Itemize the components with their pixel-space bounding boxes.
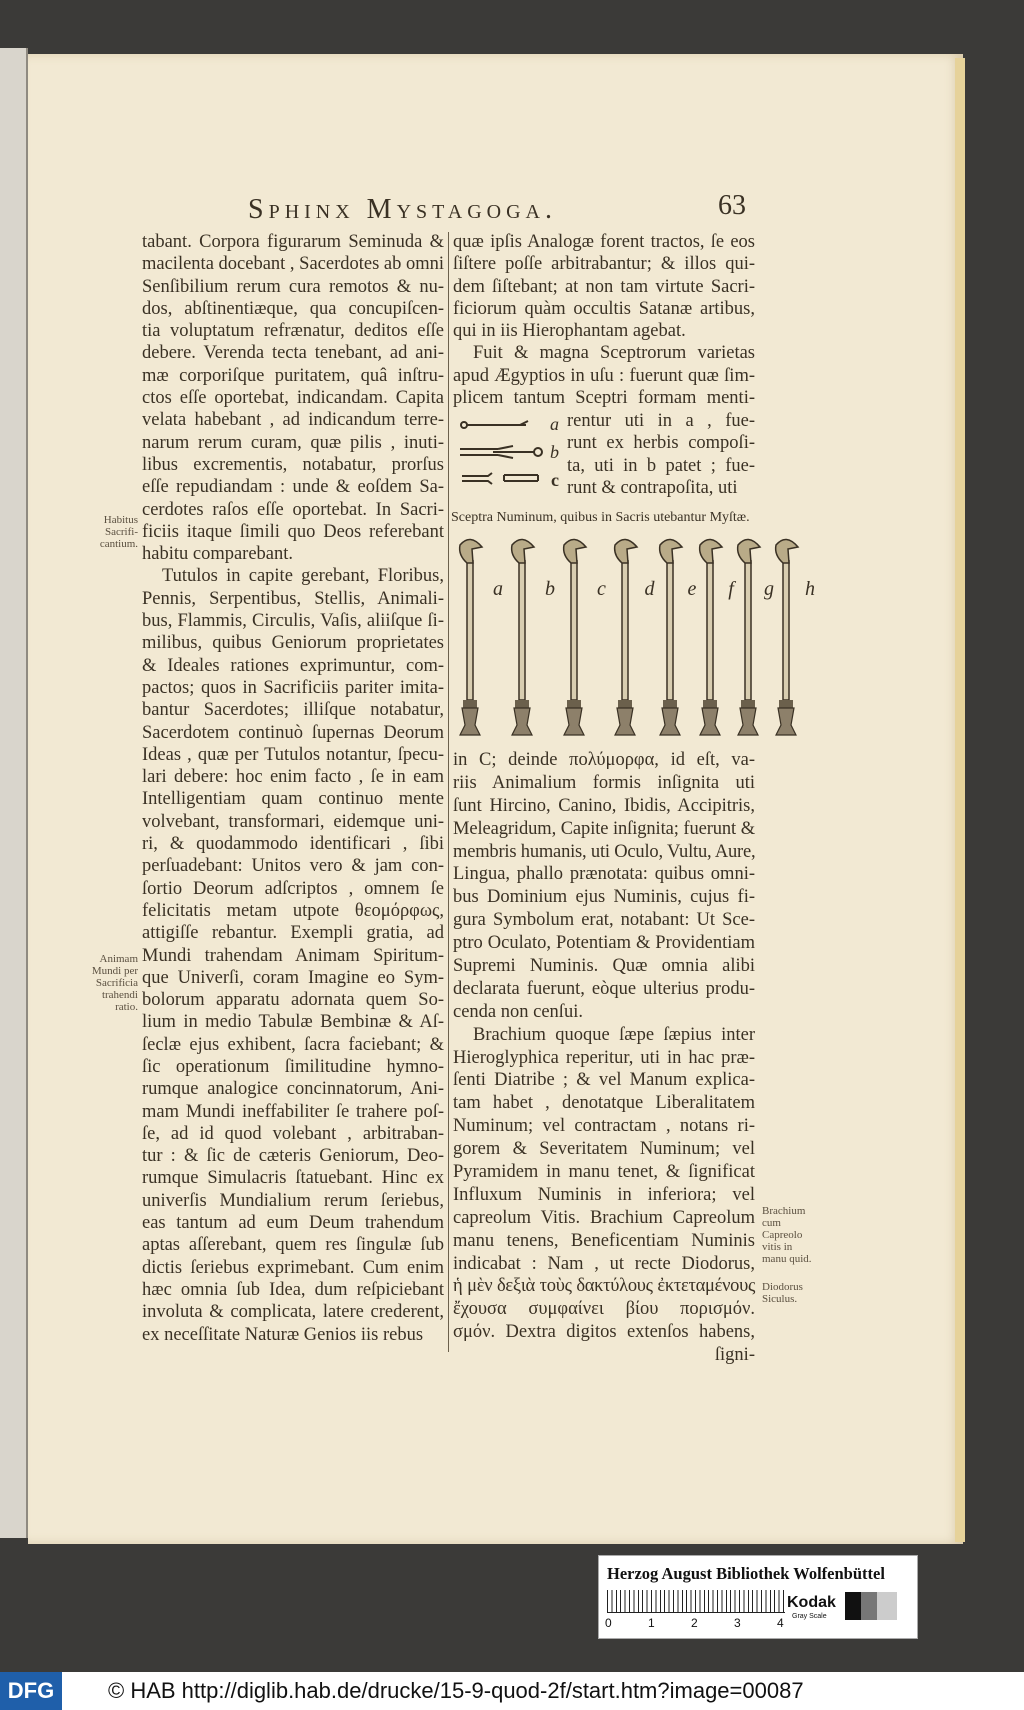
text-line: involuta & complicata, latere crederent, (142, 1302, 444, 1323)
scepter-label: h (805, 578, 815, 600)
text-line: Mundi trahendam Animam Spiritum- (142, 945, 444, 966)
text-line: perſuadebant: Unitos vero & jam con- (142, 856, 444, 877)
text-line: capreolum Vitis. Brachium Capreolum (453, 1207, 755, 1228)
text-line: Lingua, phallo prænotata: quibus omni- (453, 864, 755, 885)
margin-note-animam: Animam Mundi per Sacrificia trahendi ratio. (91, 953, 138, 1013)
text-line: lari debere: hoc enim facto , ſe in eam (142, 767, 444, 788)
scepter-label: c (597, 578, 606, 600)
figure-text-line: runt & contrapoſita, uti (567, 477, 738, 498)
text-line: indicabat : Nam , ut recte Diodorus, (453, 1253, 755, 1274)
scepter-d (615, 539, 637, 735)
text-line: eas tantum ad eum Deum trahendum (142, 1213, 444, 1234)
text-line: & Ideales rationes exprimuntur, com- (142, 655, 444, 676)
scale-number: 1 (648, 1616, 655, 1630)
facing-page-edge (0, 48, 28, 1538)
scepter-herb-icon (460, 446, 534, 458)
text-line: que Univerſi, coram Imagine eo Sym- (142, 967, 444, 988)
text-line: debere. Verenda tecta tenebant, ad ani- (142, 343, 444, 364)
text-line: ſic operationum ſimilitudine hymno- (142, 1056, 444, 1077)
left-column (142, 231, 444, 1346)
scepter-h (776, 539, 798, 735)
text-line: pactos; quos in Sacrificiis pariter imita- (142, 677, 444, 698)
text-line: Fuit & magna Sceptrorum varietas (473, 343, 755, 364)
text-line: mam Mundi ineffabiliter ſe trahere poſ- (142, 1101, 444, 1122)
text-line: tur : & ſic de cæteris Geniorum, Deo- (142, 1146, 444, 1167)
text-line: ex neceſſitate Naturæ Genios iis rebus (142, 1324, 424, 1345)
scepter-label: a (493, 578, 503, 600)
scepter-a (460, 539, 482, 735)
text-line: milibus, quibus Geniorum proprietates (142, 633, 444, 654)
page-number: 63 (718, 190, 746, 221)
gray-scale-label: Gray Scale (792, 1613, 827, 1620)
text-line: bus, Flammis, Circulis, Vaſis, aliiſque ſi- (142, 611, 444, 632)
text-line: felicitatis metam utpote θεομόρφως, (142, 900, 444, 921)
text-line: Influxum Numinis in inferiora; vel (453, 1184, 755, 1205)
ruler-scale (607, 1590, 785, 1613)
text-line: tia voluptatum refrænatur, deditos eſſe (142, 321, 444, 342)
scepter-label: d (644, 578, 655, 600)
text-line: volvebant, transformari, eidemque uni- (142, 811, 444, 832)
text-line: bus Dominium ejus Numinis, cujus fi- (453, 887, 755, 908)
scepter-label: b (545, 578, 555, 600)
text-line: attigiſſe rebantur. Exempli gratia, ad (142, 923, 444, 944)
dfg-logo: DFG (0, 1672, 62, 1710)
text-line: ſunt Hircino, Canino, Ibidis, Accipitris, (453, 795, 755, 816)
scepter-b (512, 539, 534, 735)
text-line: ficiorum quàm occultis Satanæ artibus, (453, 298, 755, 319)
text-line: ſigni- (714, 1345, 755, 1366)
text-line: ptro Oculato, Potentiam & Providentiam (453, 933, 755, 954)
text-line: ſortio Deorum adſcriptos , omnem ſe (142, 878, 444, 899)
text-line: Senſibilium rerum cura remotos & nu- (142, 276, 444, 297)
scale-number: 3 (734, 1616, 741, 1630)
text-line: ſiſtere poſſe arbitrabantur; & illos qui- (453, 254, 755, 275)
text-line: aptas aſſerebant, quem res ſingulæ ſub (142, 1235, 444, 1256)
text-line: velata habebant , ad indicandum terre- (142, 410, 444, 431)
text-line: gorem & Severitatem Numinum; vel (453, 1139, 755, 1160)
text-line: cerdotes raſos eſſe oportebat. In Sacri- (142, 499, 444, 520)
gray-patch (877, 1592, 897, 1620)
text-line: in C; deinde πολύμορφα, id eſt, va- (453, 750, 755, 770)
text-line: Numinum; vel contractam , notans ri- (453, 1116, 755, 1137)
text-line: σμόν. Dextra digitos extenſos habens, (453, 1322, 755, 1343)
text-line: Intelligentiam quam continuo mente (142, 789, 444, 810)
text-line: ri, & quodammodo identificari , ſibi (142, 834, 444, 855)
gray-patch (845, 1592, 861, 1620)
text-line: gura Symbolum erat, notabant: Ut Sce- (453, 910, 755, 931)
kodak-logo: Kodak (787, 1594, 836, 1611)
figure-text-line: rentur uti in a , fue- (567, 411, 755, 431)
text-line: Hieroglyphica reperitur, uti in hac præ- (453, 1047, 755, 1068)
scale-number: 0 (605, 1616, 612, 1630)
text-line: qui in iis Hierophantam agebat. (453, 321, 686, 342)
scepter-f (700, 539, 722, 735)
text-line: narum rerum curam, quæ pilis , inuti- (142, 432, 444, 453)
text-line: eſſe repudiandam : unde & eoſdem Sa- (142, 477, 444, 498)
text-line: univerſis Mundialium rerum ſeriebus, (142, 1190, 444, 1211)
text-line: Sacerdotem continuò ſupernas Deorum (142, 722, 444, 743)
text-line: cenda non cenſui. (453, 1001, 583, 1022)
figure-text-line: ta, uti in b patet ; fue- (567, 455, 755, 476)
scale-number: 4 (777, 1616, 784, 1630)
text-line: Pennis, Serpentibus, Stellis, Animali- (142, 588, 444, 609)
scepter-forms-figure (458, 412, 566, 492)
scepter-label: g (764, 578, 774, 600)
text-line: rumque analogice concinnatorum, Ani- (142, 1079, 444, 1100)
text-line: tabant. Corpora figurarum Seminuda & (142, 232, 444, 252)
text-line: membris humanis, uti Oculo, Vultu, Aure, (453, 841, 756, 862)
right-column-figure-text (567, 410, 755, 499)
text-line: hæc omnia ſub Idea, dum reſpiciebant (142, 1279, 444, 1300)
text-line: lium in medio Tabulæ Bembinæ & Aſ- (142, 1012, 444, 1033)
column-rule (448, 232, 449, 1352)
scepter-label: f (728, 578, 734, 600)
margin-note-habitus: Habitus Sacrifi- cantium. (99, 514, 138, 550)
scepter-c (564, 539, 586, 735)
scepters-illustration (452, 535, 832, 745)
right-column-top (453, 231, 755, 409)
text-line: mæ corporiſque puritatem, quâ inſtru- (142, 365, 444, 386)
text-line: ſenti Diatribe ; & vel Manum explica- (453, 1070, 755, 1091)
text-line: ctos eſſe oportebat, indicandam. Capita (142, 388, 444, 409)
figure-label-b: b (550, 442, 559, 462)
footer-bar (0, 1672, 1024, 1710)
text-line: macilenta docebant , Sacerdotes ab omni (142, 254, 445, 275)
text-line: dem ſiſtebant; at non tam virtute Sacri- (453, 276, 755, 297)
scepter-simple-icon (461, 422, 467, 428)
margin-note-brachium: Brachium cum Capreolo vitis in manu quid. (762, 1205, 812, 1265)
figure-caption: Sceptra Numinum, quibus in Sacris utebantur Myſtæ. (451, 510, 750, 525)
text-line: manu tenens, Beneficentiam Numinis (453, 1230, 755, 1251)
text-line: apud Ægyptios in uſu : fuerunt quæ ſim- (453, 365, 755, 386)
gray-patch (861, 1592, 877, 1620)
text-line: dos, abſtinentiæque, qua concupiſcen- (142, 298, 444, 319)
text-line: rumque Simulacris ſtatuebant. Hinc ex (142, 1168, 444, 1189)
text-line: Meleagridum, Capite inſignita; fuerunt & (453, 818, 755, 839)
page-edge (955, 58, 965, 1542)
text-line: Supremi Numinis. Quæ omnia alibi (453, 956, 755, 977)
scepter-contraposita-icon (462, 473, 538, 484)
margin-note-diodorus: Diodorus Siculus. (762, 1281, 803, 1305)
right-column-bottom (453, 749, 755, 1367)
copyright-url[interactable]: © HAB http://diglib.hab.de/drucke/15-9-quod-2f/start.htm?image=00087 (108, 1678, 804, 1703)
text-line: tam habet , denotatque Liberalitatem (453, 1093, 755, 1114)
scale-number: 2 (691, 1616, 698, 1630)
text-line: ficiis itaque ſimili quo Deos referebant (142, 521, 444, 542)
text-line: declarata fuerunt, eòque ulterius produ- (453, 978, 755, 999)
scepter-g (738, 539, 760, 735)
text-line: plicem tantum Sceptri formam menti- (453, 388, 755, 409)
color-calibration-card (598, 1555, 918, 1639)
text-line: ſe, ad id quod volebant , arbitraban- (142, 1123, 444, 1144)
figure-label-a: a (550, 414, 559, 434)
text-line: Tutulos in capite gerebant, Floribus, (162, 566, 444, 587)
text-line: bantur Sacerdotes; illiſque notabatur, (142, 700, 444, 721)
text-line: Ideas , quæ per Tutulos notantur, ſpecu- (142, 744, 444, 765)
text-line: habitu comparebant. (142, 544, 294, 565)
text-line: ſeclæ ejus exhibent, ſacra faciebant; & (142, 1034, 444, 1055)
text-line: libus excrementis, notabatur, prorſus (142, 454, 444, 475)
figure-label-c: c (551, 470, 559, 490)
text-line: Brachium quoque ſæpe ſæpius inter (473, 1024, 755, 1045)
text-line: ἡ μὲν δεξιὰ τοὺς δακτύλους ἐκτεταμένους (453, 1276, 755, 1297)
text-line: quæ ipſis Analogæ forent tractos, ſe eos (453, 232, 755, 252)
text-line: ἔχουσα συμφαίνει βίου πορισμόν. (453, 1299, 755, 1320)
figure-text-line: runt ex herbis compoſi- (567, 433, 755, 454)
text-line: Pyramidem in manu tenet, & ſignificat (453, 1162, 755, 1183)
text-line: riis Animalium formis inſignita uti (453, 772, 755, 793)
library-name: Herzog August Bibliothek Wolfenbüttel (607, 1564, 885, 1583)
text-line: dictis ſeriebus exprimebant. Cum enim (142, 1257, 444, 1278)
scepter-e (660, 539, 682, 735)
scepter-label: e (687, 578, 697, 600)
text-line: bolorum apparatu adornata quem So- (142, 990, 444, 1011)
running-title: Sphinx Mystagoga. (248, 194, 557, 225)
